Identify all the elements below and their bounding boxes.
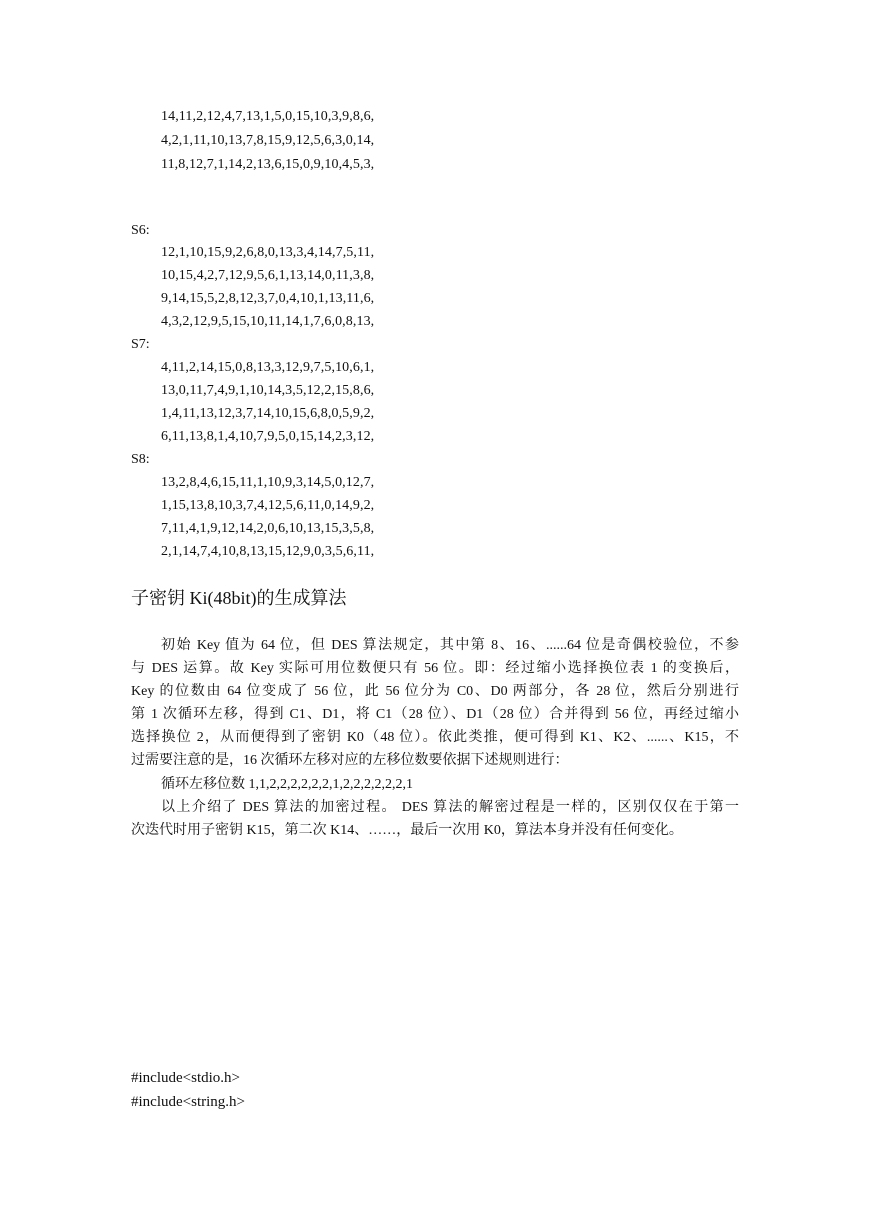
sbox-row: 4,2,1,11,10,13,7,8,15,9,12,5,6,3,0,14, xyxy=(161,133,375,148)
code-line: #include<stdio.h> xyxy=(131,1070,240,1086)
paragraph-line: 过需要注意的是，16 次循环左移对应的左移位数要依据下述规则进行： xyxy=(131,753,569,769)
paragraph-line: Key 的位数由 64 位变成了 56 位，此 56 位分为 C0、D0 两部分，各 28 位，然后分别进行 xyxy=(131,684,739,700)
code-block xyxy=(131,1066,245,1114)
s8-row: 2,1,14,7,4,10,8,13,15,12,9,0,3,5,6,11, xyxy=(161,544,375,559)
s6-row: 12,1,10,15,9,2,6,8,0,13,3,4,14,7,5,11, xyxy=(161,245,375,260)
sbox-row: 11,8,12,7,1,14,2,13,6,15,0,9,10,4,5,3, xyxy=(161,157,375,172)
section-heading: 子密钥 Ki(48bit)的生成算法 xyxy=(131,588,347,608)
paragraph-line: 第 1 次循环左移，得到 C1、D1，将 C1（28 位）、D1（28 位）合并得到 56 位，再经过缩小 xyxy=(131,707,739,723)
s8-row: 7,11,4,1,9,12,14,2,0,6,10,13,15,3,5,8, xyxy=(161,521,375,536)
s6-row: 10,15,4,2,7,12,9,5,6,1,13,14,0,11,3,8, xyxy=(161,268,375,283)
s7-row: 6,11,13,8,1,4,10,7,9,5,0,15,14,2,3,12, xyxy=(161,429,375,444)
code-line: #include<string.h> xyxy=(131,1094,245,1110)
s6-label: S6: xyxy=(131,223,150,238)
s7-row: 4,11,2,14,15,0,8,13,3,12,9,7,5,10,6,1, xyxy=(161,360,375,375)
shift-rule: 循环左移位数 1,1,2,2,2,2,2,2,1,2,2,2,2,2,2,1 xyxy=(161,776,413,792)
s8-row: 13,2,8,4,6,15,11,1,10,9,3,14,5,0,12,7, xyxy=(161,475,375,490)
s8-row: 1,15,13,8,10,3,7,4,12,5,6,11,0,14,9,2, xyxy=(161,498,375,513)
s6-row: 4,3,2,12,9,5,15,10,11,14,1,7,6,0,8,13, xyxy=(161,314,375,329)
paragraph-line: 初始 Key 值为 64 位，但 DES 算法规定，其中第 8、16、......64 位是奇偶校验位，不参 xyxy=(161,638,739,653)
paragraph-line: 与 DES 运算。故 Key 实际可用位数便只有 56 位。即：经过缩小选择换位表 1 的变换后， xyxy=(131,661,739,677)
paragraph-line: 以上介绍了 DES 算法的加密过程。 DES 算法的解密过程是一样的，区别仅仅在于第一 xyxy=(161,799,739,815)
s6-row: 9,14,15,5,2,8,12,3,7,0,4,10,1,13,11,6, xyxy=(161,291,375,306)
s7-label: S7: xyxy=(131,337,150,352)
s7-row: 1,4,11,13,12,3,7,14,10,15,6,8,0,5,9,2, xyxy=(161,406,375,421)
body-text xyxy=(131,634,739,842)
paragraph-line: 选择换位 2，从而便得到了密钥 K0（48 位）。依此类推，便可得到 K1、K2、......、K15，不 xyxy=(131,730,739,746)
paragraph-line: 次迭代时用子密钥 K15，第二次 K14、……，最后一次用 K0，算法本身并没有任何变化。 xyxy=(131,822,683,838)
sbox-row: 14,11,2,12,4,7,13,1,5,0,15,10,3,9,8,6, xyxy=(161,109,375,124)
s7-row: 13,0,11,7,4,9,1,10,14,3,5,12,2,15,8,6, xyxy=(161,383,375,398)
s8-label: S8: xyxy=(131,452,150,467)
